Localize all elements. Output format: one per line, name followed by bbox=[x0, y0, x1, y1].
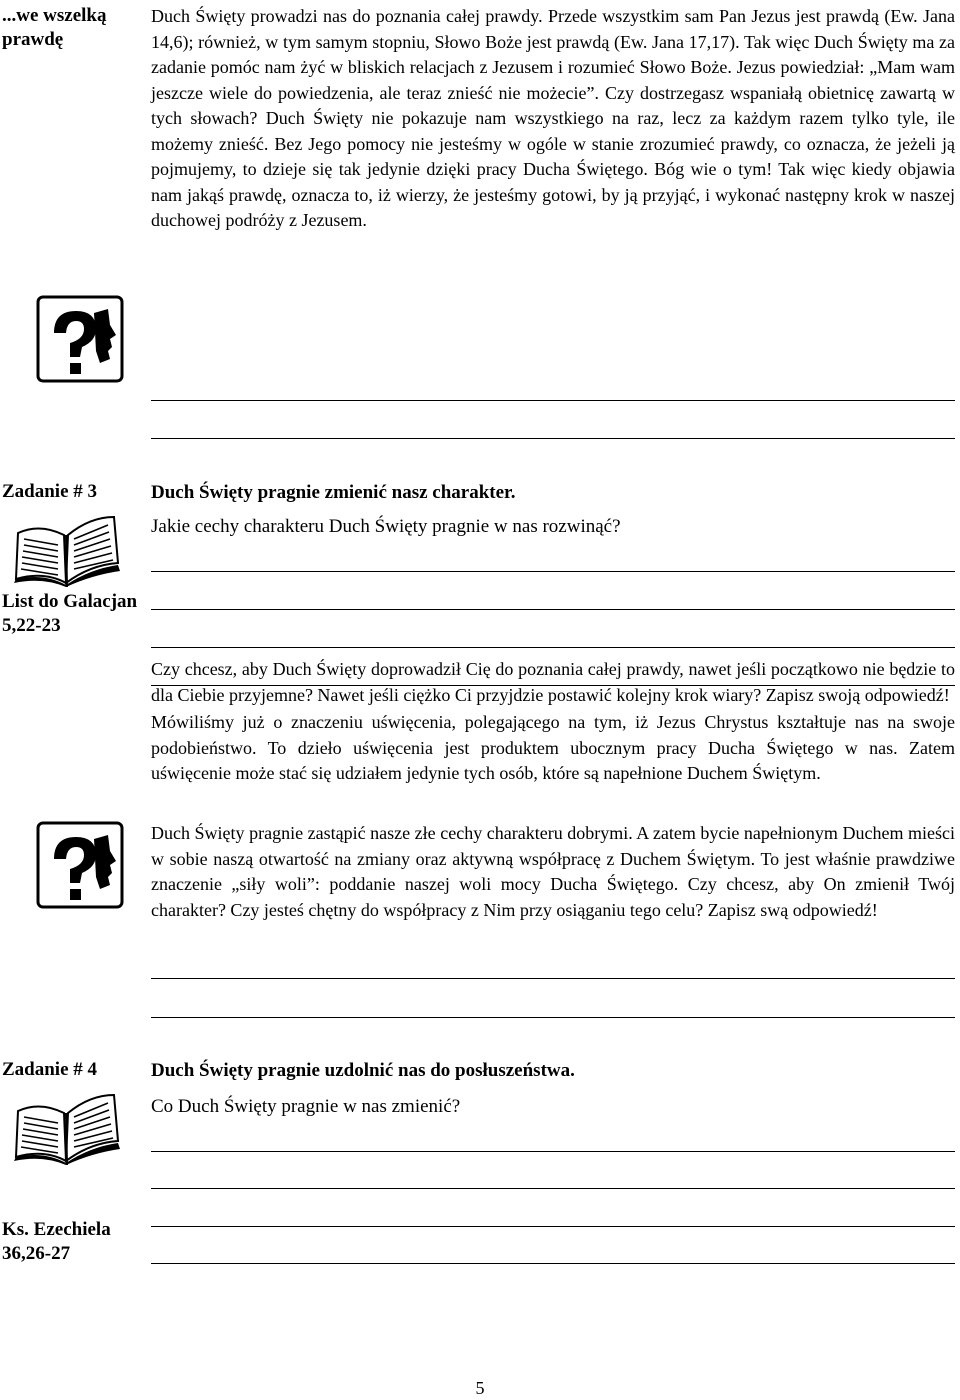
page-number: 5 bbox=[475, 1378, 485, 1398]
intro-paragraph: Duch Święty prowadzi nas do poznania całej prawdy. Przede wszystkim sam Pan Jezus jest prawdą (Ew. Jana 14,6); również, w tym samym stopniu, Słowo Boże jest prawdą (Ew. Jana 17,17). Tak więc Duch Święty ma za zadanie pomóc nam żyć w bliskich relacjach z Jezusem i rozumieć Słowo Boże. Jezus powiedział: „Mam wam jeszcze wiele do powiedzenia, ale teraz znieść nie możecie”. Czy dostrzegasz wspaniałą obietnicę zawartą w tych słowach? Duch Święty nie pokazuje nam wszystkiego na raz, lecz za każdym razem tylko tyle, ile możemy znieść. Bez Jego pomocy nie jesteśmy w ogóle w stanie zrozumieć prawdy, co oznacza, że jeżeli ją pojmujemy, to dzieje się tak jedynie dzięki pracy Ducha Świętego. Bóg wie o tym! Tak więc kiedy objawia nam jakąś prawdę, oznacza to, iż wierzy, że jesteśmy gotowi, by ją przyjąć, i wykonać następny krok w naszej duchowej podróży z Jezusem. bbox=[151, 6, 955, 230]
character-paragraph: Duch Święty pragnie zastąpić nasze złe cechy charakteru dobrymi. A zatem bycie napełnionym Duchem mieści w sobie naszą otwartość na zmiany oraz aktywną współpracę z Duchem Świętym. To jest właśnie prawdziwe znaczenie „siły woli”: poddanie naszej woli mocy Ducha Świętego. Czy chcesz, aby On zmienił Twój charakter? Czy jesteś chętny do współpracy z Nim przy osiąganiu tego celu? Zapisz swą odpowiedź! bbox=[151, 823, 955, 920]
side-label-truth: ...we wszelką prawdę bbox=[2, 5, 107, 50]
answer-line[interactable] bbox=[151, 609, 955, 610]
sanctification-paragraph: Mówiliśmy już o znaczeniu uświęcenia, polegającego na tym, iż Jezus Chrystus kształtuje nas na swoje podobieństwo. To dzieło uświęcenia jest produktem ubocznym pracy Ducha Świętego w nas. Zatem uświęcenie może stać się udziałem jedynie tych osób, które są napełnione Duchem Świętym. bbox=[151, 712, 955, 783]
question-paragraph: Czy chcesz, aby Duch Święty doprowadził Cię do poznania całej prawdy, nawet jeśli początkowo nie będzie to dla Ciebie przyjemne? Nawet jeśli ciężko Ci przyjdzie postawić kolejny krok wiary? Zapisz swoją odpowiedź! bbox=[151, 659, 955, 705]
answer-line[interactable] bbox=[151, 571, 955, 572]
task4-label: Zadanie # 4 bbox=[2, 1059, 98, 1080]
answer-line[interactable] bbox=[151, 647, 955, 648]
task3-heading: Duch Święty pragnie zmienić nasz charakter. bbox=[151, 482, 516, 503]
task4-heading: Duch Święty pragnie uzdolnić nas do posłuszeństwa. bbox=[151, 1060, 575, 1081]
answer-line[interactable] bbox=[151, 1017, 955, 1018]
task3-question: Jakie cechy charakteru Duch Święty pragnie w nas rozwinąć? bbox=[151, 516, 621, 537]
open-book-icon bbox=[10, 505, 122, 592]
answer-line[interactable] bbox=[151, 438, 955, 439]
task3-label: Zadanie # 3 bbox=[2, 481, 98, 502]
open-book-icon bbox=[10, 1083, 122, 1170]
answer-line[interactable] bbox=[151, 1151, 955, 1152]
task3-reference: List do Galacjan 5,22-23 bbox=[2, 591, 138, 636]
answer-line[interactable] bbox=[151, 1263, 955, 1264]
answer-line[interactable] bbox=[151, 978, 955, 979]
answer-line[interactable] bbox=[151, 400, 955, 401]
answer-line[interactable] bbox=[151, 1226, 955, 1227]
question-head-icon bbox=[36, 821, 124, 914]
question-head-icon bbox=[36, 295, 124, 388]
answer-line[interactable] bbox=[151, 685, 955, 686]
task4-reference: Ks. Ezechiela 36,26-27 bbox=[2, 1219, 111, 1264]
answer-line[interactable] bbox=[151, 1188, 955, 1189]
task4-question: Co Duch Święty pragnie w nas zmienić? bbox=[151, 1096, 461, 1117]
